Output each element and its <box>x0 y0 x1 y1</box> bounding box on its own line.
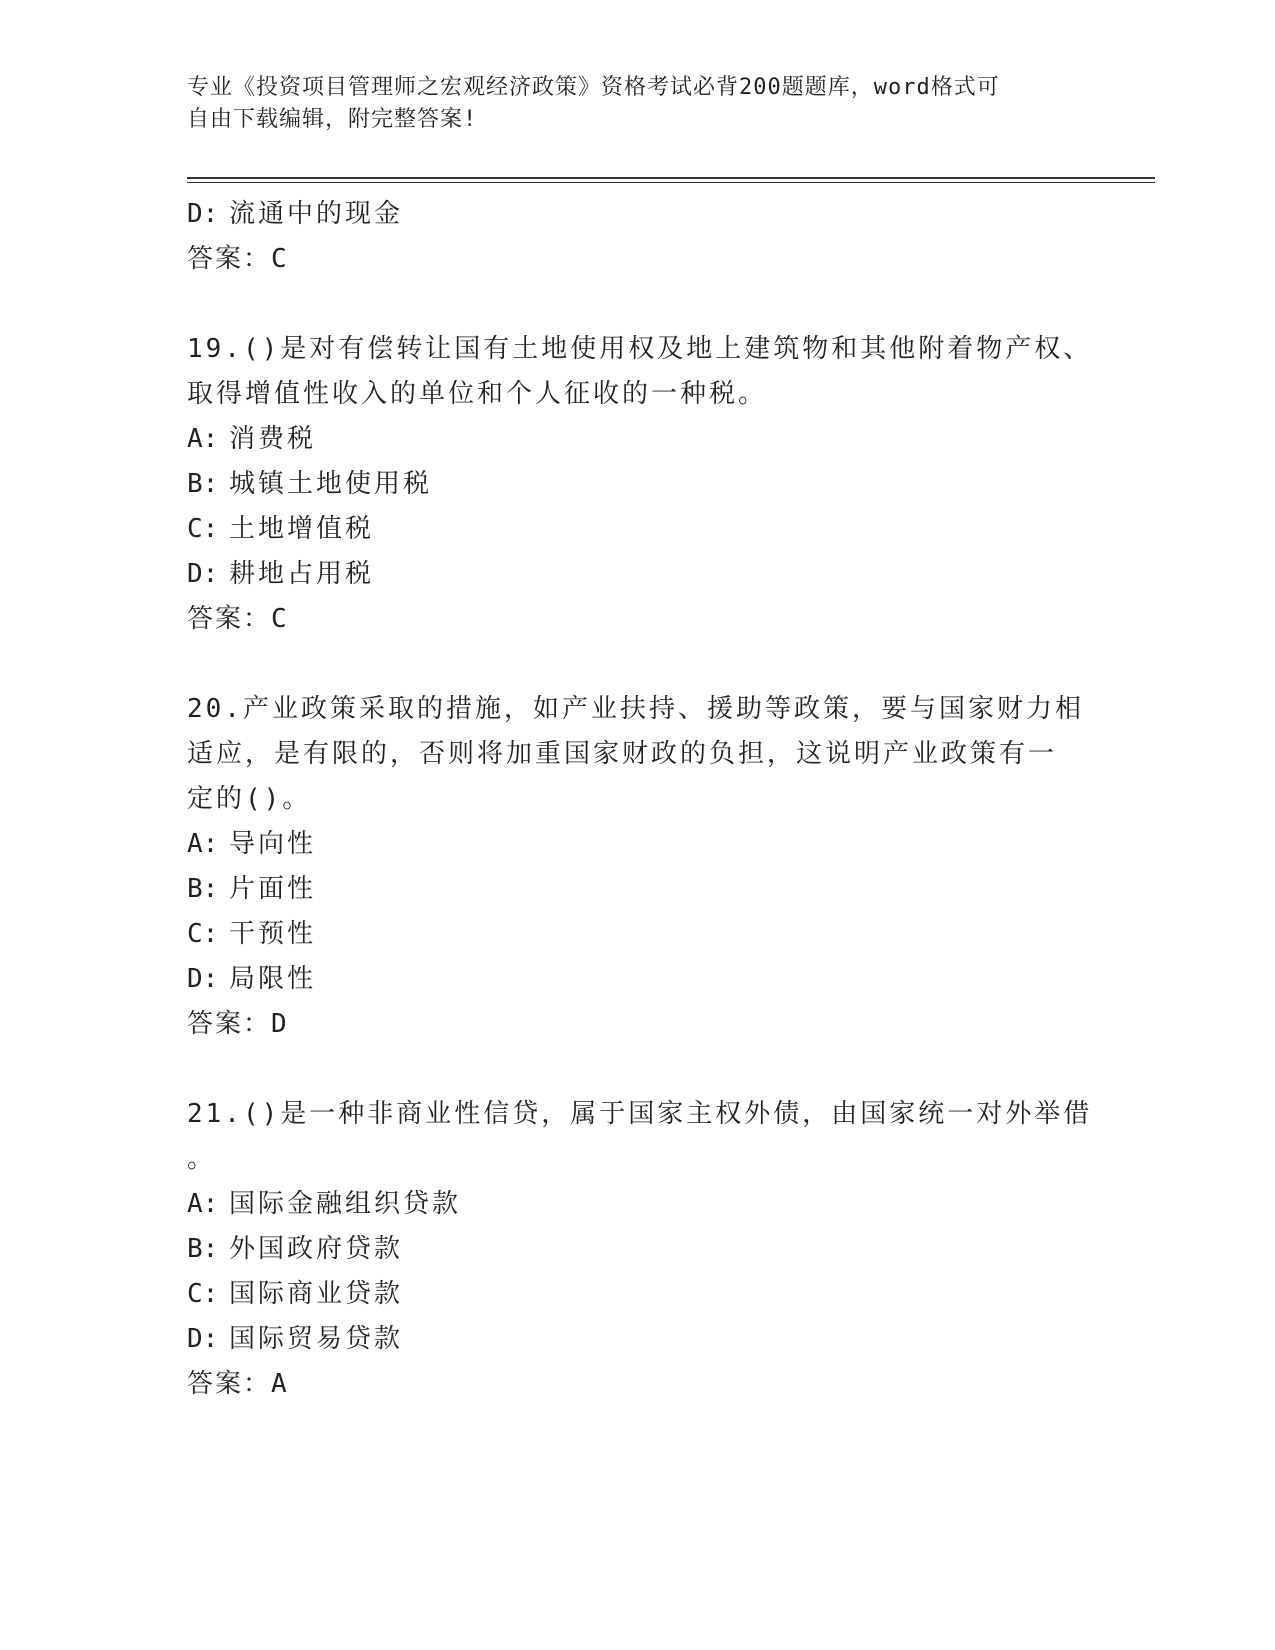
option-d <box>187 957 1087 1002</box>
option-key: A: <box>187 829 219 859</box>
answer-value: C <box>271 604 287 634</box>
question-text-line: 21.()是一种非商业性信贷，属于国家主权外债，由国家统一对外举借 <box>187 1099 1093 1129</box>
question-list <box>187 192 1093 1407</box>
option-key: B: <box>187 874 219 904</box>
header-line-2: 自由下载编辑，附完整答案! <box>187 107 478 132</box>
option-key: C: <box>187 1279 219 1309</box>
option-d <box>187 552 1087 597</box>
option-b <box>187 867 1087 912</box>
option-d <box>187 192 1087 237</box>
option-key: C: <box>187 514 219 544</box>
document-header <box>187 72 1067 136</box>
option-text: 外国政府贷款 <box>229 1234 404 1264</box>
header-line-1: 专业《投资项目管理师之宏观经济政策》资格考试必背200题题库，word格式可 <box>187 75 1000 100</box>
option-a <box>187 417 1087 462</box>
option-key: B: <box>187 469 219 499</box>
question-19 <box>187 327 1093 642</box>
option-text: 局限性 <box>229 964 317 994</box>
option-key: A: <box>187 1189 219 1219</box>
option-key: C: <box>187 919 219 949</box>
answer-label: 答案： <box>187 604 272 634</box>
question-text-line: 19.()是对有偿转让国有土地使用权及地上建筑物和其他附着物产权、 <box>187 334 1093 364</box>
answer-value: D <box>271 1009 287 1039</box>
option-key: D: <box>187 1324 219 1354</box>
spacer <box>187 282 1087 327</box>
question-text-line: 适应，是有限的，否则将加重国家财政的负担，这说明产业政策有一 <box>187 739 1058 769</box>
answer-label: 答案： <box>187 244 272 274</box>
answer-label: 答案： <box>187 1369 272 1399</box>
option-text: 流通中的现金 <box>229 199 404 229</box>
option-a <box>187 822 1087 867</box>
question-21 <box>187 1092 1093 1407</box>
option-key: D: <box>187 964 219 994</box>
option-text: 土地增值税 <box>229 514 375 544</box>
question-text-line: 取得增值性收入的单位和个人征收的一种税。 <box>187 379 768 409</box>
question-text-line: 。 <box>187 1144 217 1174</box>
option-text: 国际金融组织贷款 <box>229 1189 462 1219</box>
option-text: 片面性 <box>229 874 317 904</box>
option-c <box>187 912 1087 957</box>
option-text: 国际商业贷款 <box>229 1279 404 1309</box>
question-20 <box>187 687 1087 1047</box>
option-text: 城镇土地使用税 <box>229 469 433 499</box>
spacer <box>187 1047 1087 1092</box>
option-text: 耕地占用税 <box>229 559 375 589</box>
question-text-line: 20.产业政策采取的措施，如产业扶持、援助等政策，要与国家财力相 <box>187 694 1084 724</box>
answer-line <box>187 597 1087 642</box>
answer-value: A <box>271 1369 287 1399</box>
option-d <box>187 1317 1087 1362</box>
answer-line <box>187 1002 1087 1047</box>
option-b <box>187 1227 1087 1272</box>
answer-value: C <box>271 244 287 274</box>
option-c <box>187 507 1087 552</box>
option-text: 导向性 <box>229 829 317 859</box>
option-text: 干预性 <box>229 919 317 949</box>
option-key: D: <box>187 199 219 229</box>
header-divider-thin <box>187 182 1155 183</box>
option-key: B: <box>187 1234 219 1264</box>
answer-line <box>187 1362 1087 1407</box>
answer-label: 答案： <box>187 1009 272 1039</box>
option-key: D: <box>187 559 219 589</box>
question-text-line: 定的()。 <box>187 784 312 814</box>
header-divider-thick <box>187 177 1155 179</box>
option-b <box>187 462 1087 507</box>
answer-line <box>187 237 1087 282</box>
option-text: 国际贸易贷款 <box>229 1324 404 1354</box>
option-a <box>187 1182 1087 1227</box>
spacer <box>187 642 1087 687</box>
option-key: A: <box>187 424 219 454</box>
option-text: 消费税 <box>229 424 317 454</box>
option-c <box>187 1272 1087 1317</box>
